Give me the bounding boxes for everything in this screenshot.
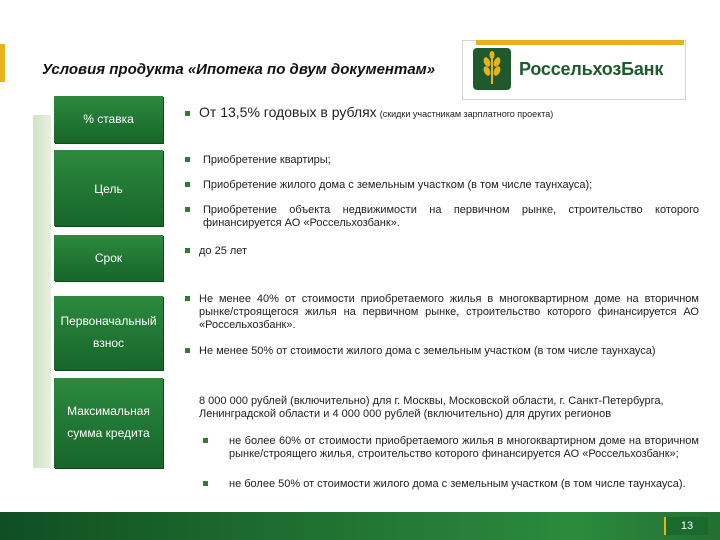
bullet-icon — [203, 438, 208, 443]
label-purpose-text: Цель — [94, 182, 123, 196]
label-purpose — [54, 150, 163, 226]
purpose-item-2: Приобретение жилого дома с земельным участком (в том числе таунхауса); — [203, 179, 593, 191]
label-rate — [54, 96, 163, 143]
logo-text: РоссельхозБанк — [519, 59, 664, 79]
footer-bar — [0, 512, 720, 540]
down-payment-item-2: Не менее 50% от стоимости жилого дома с земельным участком (в том числе таунхауса) — [199, 345, 656, 357]
bullet-icon — [185, 296, 190, 301]
down-payment-item-1: Не менее 40% от стоимости приобретаемого жилья в многоквартирном доме на вторичном рынке/строящегося жилья на первичном рынке, строительство которого финансируется АО «Россельхозбанк». — [199, 293, 699, 331]
label-max-amount-line2: сумма кредита — [67, 426, 150, 440]
max-amount-item-1: не более 60% от стоимости приобретаемого жилья в многоквартирном доме на вторичном рынке/строящего жилья, строительство которого финансируется АО «Россельхозбанк»; — [229, 435, 699, 460]
label-down-payment-line2: взнос — [92, 336, 125, 350]
rate-row — [199, 106, 709, 121]
label-max-amount — [54, 378, 163, 468]
bullet-icon — [185, 348, 190, 353]
purpose-item-1: Приобретение квартиры; — [203, 154, 331, 166]
rate-note: (скидки участникам зарплатного проекта) — [379, 109, 554, 119]
purpose-item-3: Приобретение объекта недвижимости на первичном рынке, строительство которого финансируется АО «Россельхозбанк». — [203, 204, 699, 229]
logo-accent-bar — [476, 40, 684, 45]
page-title: Условия продукта «Ипотека по двум документам» — [42, 61, 436, 78]
max-amount-intro: 8 000 000 рублей (включительно) для г. Москвы, Московской области, г. Санкт-Петербурга, Ленинградской области и 4 000 000 рублей (включительно) для других регионов — [199, 395, 664, 420]
bank-logo — [462, 40, 686, 100]
label-down-payment-line1: Первоначальный — [60, 314, 157, 328]
bullet-icon — [185, 157, 190, 162]
bullet-icon — [185, 248, 190, 253]
bullet-icon — [185, 207, 190, 212]
label-down-payment — [54, 296, 163, 370]
bullet-icon — [185, 111, 190, 116]
label-max-amount-line1: Максимальная — [67, 404, 150, 418]
label-rate-text: % ставка — [83, 112, 134, 126]
label-column-backbone — [33, 115, 51, 468]
left-accent-strip — [0, 44, 5, 82]
term-value: до 25 лет — [199, 245, 248, 257]
page-number: 13 — [664, 517, 708, 535]
bullet-icon — [185, 182, 190, 187]
label-term-text: Срок — [94, 251, 123, 265]
bullet-icon — [203, 481, 208, 486]
label-term — [54, 235, 163, 281]
wheat-ear-icon — [473, 48, 511, 90]
rate-main: От 13,5% годовых в рублях — [199, 104, 377, 120]
max-amount-item-2: не более 50% от стоимости жилого дома с земельным участком (в том числе таунхауса). — [229, 478, 686, 490]
